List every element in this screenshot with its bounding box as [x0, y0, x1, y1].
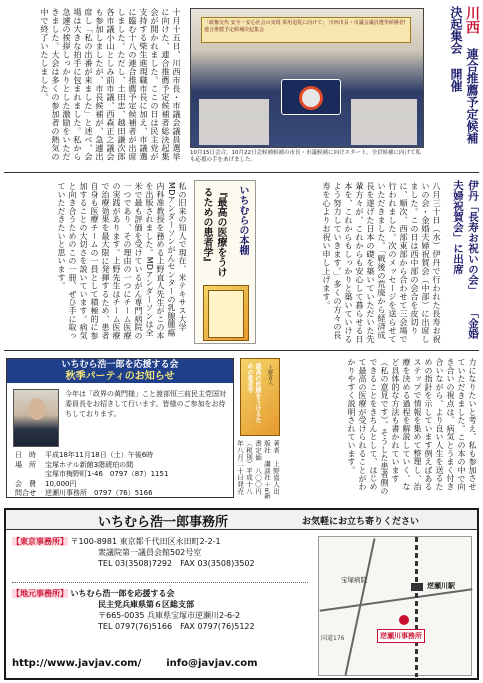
itami-headline-l2: 「金婚夫婦祝賀会」に出席: [452, 180, 479, 339]
map-station: 逆瀬川駅: [427, 582, 455, 590]
divider-mid: [4, 350, 479, 351]
portrait-photo: [13, 389, 59, 447]
map-road-label: 国道176: [321, 635, 345, 642]
map-office-marker: [399, 615, 409, 625]
local-label: 【地元事務所】: [12, 589, 68, 598]
event-box: [6, 358, 234, 498]
headline-line3: 決起集会 開催: [449, 6, 463, 92]
middle-section: [4, 176, 480, 348]
kawanishi-photo: [190, 8, 424, 148]
bookshelf-label: いちむらの本棚: [237, 185, 248, 255]
kawanishi-p1: 十月十五日、川西市長・市議会議員: [172, 8, 182, 144]
office-welcome: お気軽にお立ち寄りください: [302, 517, 420, 527]
book-cover-small: [203, 285, 249, 341]
kawanishi-body: 十月十五日、川西市長・市議会議員選挙に向けた、連合推薦予定候補者総決起集会が開かれました。ここの日は民主党が支持する柴生進現職市長に加え、市議選に臨む十八の連合推薦予定候補者が出席しました。ただし、土田忠、越田謙次郎各市議小山としみ前市議、西森正之議会も参加しましたが、市長候補が、急遽出席し「私の出番が来ました」と述べ、会場は大きな拍手に包まれました。私から急遽の挨拶しっかりとした激励をいただきました。大会は多くの参加者の熱気の中で終了いたしました。: [40, 8, 182, 161]
office-title: いちむら浩一郎事務所: [98, 515, 229, 530]
itami-headline: [446, 180, 480, 344]
map-station-icon: [411, 583, 423, 591]
map-road-1: [320, 588, 473, 611]
book-cover: [240, 358, 280, 436]
office-title-bar: [6, 510, 477, 530]
map-hospital: 宝塚病院: [341, 576, 367, 584]
access-map: [318, 536, 472, 676]
tokyo-office: 【東京事務所】 〒100-8981 東京都千代田区永田町2-2-1 衆議院第一議員会館502号室 TEL 03(3508)7292 FAX 03(3508)3502: [12, 537, 255, 568]
book-title-vertical: 『最高の医療をうけるための患者学』: [201, 187, 226, 277]
book-title-block: [194, 180, 256, 344]
office-footer: [4, 508, 479, 680]
photo-caption: 10月15日会合。10月22日会候補候補の市長・市議候補に向けスタート。全員候補に向けて私も応援の手をあげました。: [190, 150, 422, 163]
book-body-continued: 力になりたいと考え、私も参加させていただきました。この本の中で向き合いの視点は、病気とうまく付き合いながら、より良い人生を送るための指針を示しています例えばあるステップで情報を集めて整理し、治療を決める過程を解説していく、など具体的な方法も書かれています（私の意見です）。そうした患者側のできることをきちんとして、はじめて最高の医療が受けられることがわかりやすく説明されています。: [347, 358, 477, 496]
itami-body: 八月三十日（水）伊丹で行われた長寿お祝いの会・金婚夫婦祝賀会（中部）に出席しました。この日は西中部の会合を皮切りに、順次、西部東部から合わせて三会場で行われました。次のメッセージを送らせていただきました。「戦後の荒廃から経済成長を遂げた日本の礎を築いていただいた先輩方々が、これからも安心して暮らせる日本を、これからもしっかりと築いていけるよう努力していきます。」多くの方々の長寿を心よりお祝い申し上げます。: [322, 182, 442, 344]
photo-emblem: [281, 79, 341, 115]
local-office: 【地元事務所】 いちむら浩一郎を応援する会 民主党兵庫県第６区総支部 〒665-0035 兵庫県宝塚市逆瀬川2-6-2 TEL 0797(76)5166 FAX 0797(76)5122: [12, 589, 255, 631]
headline-city: 川西: [464, 6, 480, 34]
website-link[interactable]: http://www.javjav.com/: [12, 658, 142, 669]
tokyo-label: 【東京事務所】: [12, 537, 68, 546]
event-title-l1: いちむら浩一郎を応援する会: [61, 360, 179, 370]
headline-line2: 連合推薦予定候補: [465, 48, 479, 144]
email-link[interactable]: info@javjav.com: [166, 658, 258, 669]
itami-headline-l1: 伊丹「長寿お祝いの会」: [467, 180, 479, 296]
divider-top: [4, 172, 479, 173]
book-meta: 著者 上野直人出版社 講談社＋α新書定価 八〇〇円（税別）平成十八年八月二十日発売: [236, 440, 280, 500]
event-title-l2: 秋季パーティのお知らせ: [65, 371, 175, 382]
book-cover-author: 上野直人: [267, 365, 273, 385]
photo-banner: 「政権交代 安全・安心社会の実現 軍用追従に向けて」 川西市長・市議会議員選挙候補者! 連合推薦予定候補決起集会: [201, 17, 411, 43]
event-intro: 今年は「政界の黄門様」こと渡部恒三前民主党国対委員長をお招きして行います。皆様のご参加をお待ちしております。: [65, 390, 226, 418]
map-railway: [415, 537, 418, 677]
kawanishi-headline: [428, 6, 480, 166]
kawanishi-section: [4, 2, 480, 170]
map-office-label: 逆瀬川事務所: [377, 629, 425, 643]
book-cover-title: 最高の医療をうけるための患者学: [246, 363, 261, 423]
contact-links: [12, 658, 312, 669]
lower-section: [4, 354, 480, 502]
event-title-panel: [7, 359, 233, 383]
footer-divider: [12, 582, 308, 583]
event-details: 日 時 平成18年11月18日（土）午後6時 場 所 宝塚ホテル新館3階琥珀の間 宝塚市梅野町1-46 0797（87）1151 会 費 10,000円 問合せ 逆瀬川事務所 0797（76）5166: [15, 451, 169, 497]
photo-podium-left: [199, 99, 269, 145]
photo-podium-right: [351, 99, 417, 145]
book-body: 私の旧来の知人で現在、米テキサス大学MDアンダーソンがんセンターの乳腺腫瘍内科准教授を務める上野直人先生がこの本を出版されました。MDアンダーソンは全米で最も評価を受けているがん専門病院の一つであり、その理由の一つにチーム医療の実践があります。上野先生はチーム医療で治療効果を最大限に発揮するため、患者自身も医療チームの一員として積極的に参加することの大切さを説いています。病気と向き合うためのこの一冊、ぜひ手に取っていただきたいと思います。: [57, 182, 187, 340]
